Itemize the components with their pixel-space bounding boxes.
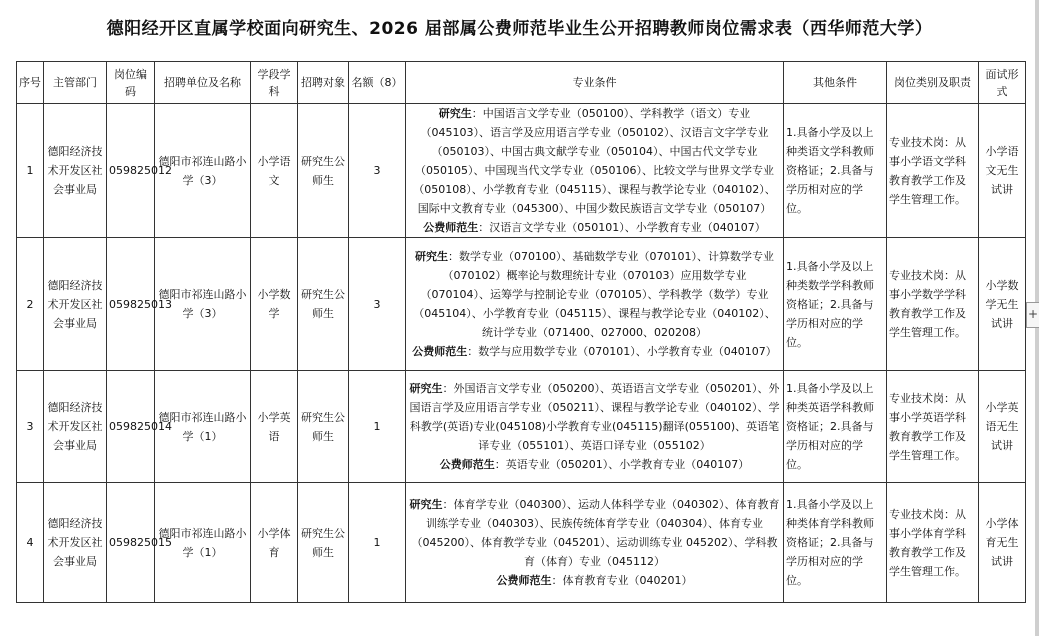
cell-target: 研究生公师生 xyxy=(298,104,349,238)
recruitment-table xyxy=(16,61,1026,603)
cell-position-type: 专业技术岗：从事小学体育学科教育教学工作及学生管理工作。 xyxy=(887,483,979,603)
cell-subject: 小学体育 xyxy=(251,483,298,603)
grad-label: 研究生 xyxy=(409,382,443,395)
public-label: 公费师范生 xyxy=(439,458,495,471)
grad-requirements: ：数学专业（070100）、基础数学专业（070101）、计算数学专业（070102）概率论与数理统计专业（070103）应用数学专业（070104）、运筹学与控制论专业（070105）、学科教学（数学）专业（045104）、小学教育专业（045115）、课程与教学论专业（040102）、统计学专业（071400、027000、020208） xyxy=(413,250,776,339)
public-requirements: ：汉语言文学专业（050101）、小学教育专业（040107） xyxy=(478,221,766,234)
public-label: 公费师范生 xyxy=(423,221,479,234)
cell-position-type: 专业技术岗：从事小学数学学科教育教学工作及学生管理工作。 xyxy=(887,238,979,371)
cell-dept: 德阳经济技术开发区社会事业局 xyxy=(44,371,107,483)
grad-requirements: ：中国语言文学专业（050100）、学科教学（语文）专业（045103）、语言学及应用语言学专业（050102）、汉语言文字学专业（050103）、中国古典文献学专业（050104）、中国古代文学专业（050105）、中国现当代文学专业（050106）、比较文学与世界文学专业（050108）、小学教育专业（045115）、课程与教学论专业（040102）、国际中文教育专业（045300）、中国少数民族语言文学专业（050107） xyxy=(413,107,776,215)
cell-subject: 小学数学 xyxy=(251,238,298,371)
cell-interview: 小学体育无生试讲 xyxy=(979,483,1026,603)
cell-position-type: 专业技术岗：从事小学语文学科教育教学工作及学生管理工作。 xyxy=(887,104,979,238)
public-requirements: ：数学与应用数学专业（070101）、小学教育专业（040107） xyxy=(467,345,777,358)
header-requirements: 专业条件 xyxy=(406,62,784,104)
cell-unit: 德阳市祁连山路小学（1） xyxy=(155,483,251,603)
grad-label: 研究生 xyxy=(409,498,443,511)
cell-target: 研究生公师生 xyxy=(298,483,349,603)
cell-seq: 4 xyxy=(17,483,44,603)
cell-position-type: 专业技术岗：从事小学英语学科教育教学工作及学生管理工作。 xyxy=(887,371,979,483)
grad-requirements: ：外国语言文学专业（050200）、英语语言文学专业（050201）、外国语言学及应用语言学专业（050211）、课程与教学论专业（040102）、学科教学(英语)专业(045108)小学教育专业(045115)翻译(055100)、英语笔译专业（055101）、英语口译专业（055102） xyxy=(409,382,780,452)
header-dept: 主管部门 xyxy=(44,62,107,104)
cell-requirements xyxy=(406,371,784,483)
public-label: 公费师范生 xyxy=(412,345,468,358)
cell-code: 059825014 xyxy=(107,371,155,483)
cell-subject: 小学英语 xyxy=(251,371,298,483)
cell-dept: 德阳经济技术开发区社会事业局 xyxy=(44,104,107,238)
header-code: 岗位编码 xyxy=(107,62,155,104)
expand-tab-plus-icon[interactable]: + xyxy=(1026,302,1039,328)
cell-seq: 3 xyxy=(17,371,44,483)
cell-interview: 小学数学无生试讲 xyxy=(979,238,1026,371)
cell-quota: 1 xyxy=(349,371,406,483)
table-row xyxy=(17,483,1026,603)
cell-quota: 3 xyxy=(349,238,406,371)
cell-other-conditions: 1.具备小学及以上种类英语学科教师资格证；2.具备与学历相对应的学位。 xyxy=(784,371,887,483)
cell-target: 研究生公师生 xyxy=(298,371,349,483)
cell-interview: 小学英语无生试讲 xyxy=(979,371,1026,483)
header-subject: 学段学科 xyxy=(251,62,298,104)
cell-unit: 德阳市祁连山路小学（3） xyxy=(155,104,251,238)
cell-seq: 1 xyxy=(17,104,44,238)
table-row xyxy=(17,371,1026,483)
header-interview: 面试形式 xyxy=(979,62,1026,104)
header-other-conditions: 其他条件 xyxy=(784,62,887,104)
public-requirements: ：体育教育专业（040201） xyxy=(551,574,693,587)
header-unit: 招聘单位及名称 xyxy=(155,62,251,104)
cell-code: 059825013 xyxy=(107,238,155,371)
public-requirements: ：英语专业（050201）、小学教育专业（040107） xyxy=(494,458,750,471)
table-row xyxy=(17,238,1026,371)
cell-requirements xyxy=(406,238,784,371)
cell-target: 研究生公师生 xyxy=(298,238,349,371)
table-row xyxy=(17,104,1026,238)
header-position-type: 岗位类别及职责 xyxy=(887,62,979,104)
cell-unit: 德阳市祁连山路小学（3） xyxy=(155,238,251,371)
table-header-row xyxy=(17,62,1026,104)
document-title: 德阳经开区直属学校面向研究生、2026 届部属公费师范毕业生公开招聘教师岗位需求表（西华师范大学） xyxy=(106,19,933,39)
cell-code: 059825012 xyxy=(107,104,155,238)
grad-label: 研究生 xyxy=(415,250,448,263)
cell-quota: 3 xyxy=(349,104,406,238)
cell-dept: 德阳经济技术开发区社会事业局 xyxy=(44,483,107,603)
cell-requirements xyxy=(406,483,784,603)
cell-unit: 德阳市祁连山路小学（1） xyxy=(155,371,251,483)
cell-quota: 1 xyxy=(349,483,406,603)
cell-other-conditions: 1.具备小学及以上种类数学学科教师资格证；2.具备与学历相对应的学位。 xyxy=(784,238,887,371)
header-target: 招聘对象 xyxy=(298,62,349,104)
header-quota: 名额（8） xyxy=(349,62,406,104)
cell-seq: 2 xyxy=(17,238,44,371)
cell-other-conditions: 1.具备小学及以上种类体育学科教师资格证；2.具备与学历相对应的学位。 xyxy=(784,483,887,603)
cell-interview: 小学语文无生试讲 xyxy=(979,104,1026,238)
cell-requirements xyxy=(406,104,784,238)
header-seq: 序号 xyxy=(17,62,44,104)
public-label: 公费师范生 xyxy=(496,574,552,587)
cell-code: 059825015 xyxy=(107,483,155,603)
grad-requirements: ：体育学专业（040300）、运动人体科学专业（040302）、体育教育训练学专业（040303）、民族传统体育学专业（040304）、体育专业（045200）、体育教学专业（045201）、运动训练专业 045202）、学科教育（体育）专业（045112） xyxy=(411,498,780,568)
cell-subject: 小学语文 xyxy=(251,104,298,238)
cell-dept: 德阳经济技术开发区社会事业局 xyxy=(44,238,107,371)
cell-other-conditions: 1.具备小学及以上种类语文学科教师资格证；2.具备与学历相对应的学位。 xyxy=(784,104,887,238)
grad-label: 研究生 xyxy=(438,107,472,120)
